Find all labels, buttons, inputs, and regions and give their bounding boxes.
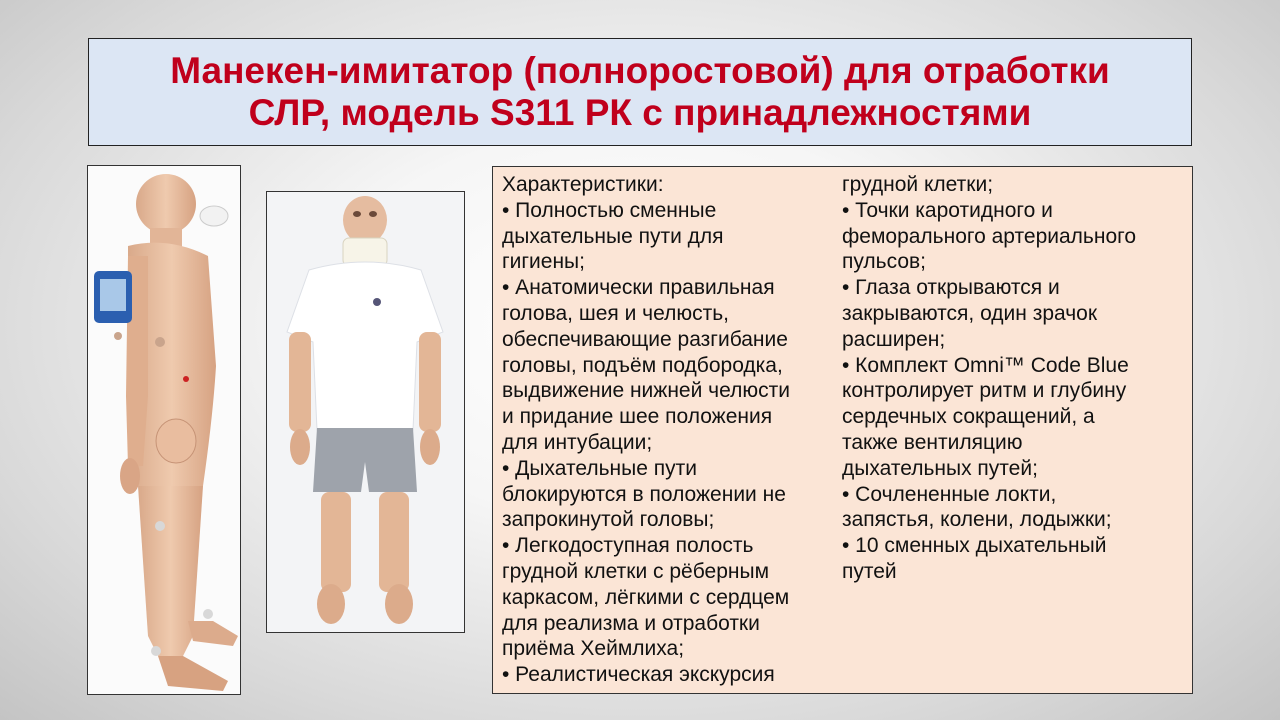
spec-line: приёма Хеймлиха; (502, 637, 685, 661)
spec-line: • Дыхательные пути (502, 456, 697, 480)
spec-line: обеспечивающие разгибание (502, 327, 788, 351)
spec-line: • Реалистическая экскурсия (502, 663, 775, 687)
spec-line: • Легкодоступная полость (502, 534, 754, 558)
spec-line: • Глаза открываются и (842, 276, 1060, 300)
spec-line: для интубации; (502, 430, 653, 454)
slide-title-line-2: СЛР, модель S311 РК с принадлежностями (248, 92, 1032, 133)
spec-line: сердечных сокращений, а (842, 405, 1095, 429)
spec-line: Характеристики: (502, 173, 664, 196)
spec-line: выдвижение нижней челюсти (502, 379, 790, 403)
spec-line: путей (842, 559, 897, 583)
spec-line: расширен; (842, 327, 946, 351)
spec-line: для реализма и отработки (502, 611, 760, 635)
specs-column-1 (502, 172, 842, 688)
slide-title-line-1: Манекен-имитатор (полноростовой) для отработки (170, 50, 1110, 91)
spec-line: грудной клетки с рёберным (502, 559, 770, 583)
spec-line: • 10 сменных дыхательный (842, 534, 1107, 558)
spec-line: пульсов; (842, 250, 927, 274)
spec-line: каркасом, лёгкими с сердцем (502, 585, 790, 609)
spec-line: • Точки каротидного и (842, 198, 1053, 222)
spec-line: • Сочлененные локти, (842, 482, 1057, 506)
spec-line: запястья, колени, лодыжки; (842, 508, 1112, 532)
spec-line: феморального артериального (842, 224, 1137, 248)
spec-line: и придание шее положения (502, 405, 773, 429)
spec-line: контролирует ритм и глубину (842, 379, 1127, 403)
spec-line: гигиены; (502, 250, 585, 274)
spec-line: • Анатомически правильная (502, 276, 775, 300)
spec-line: также вентиляцию (842, 430, 1023, 454)
spec-line: • Полностью сменные (502, 198, 717, 222)
spec-line: дыхательных путей; (842, 456, 1038, 480)
spec-line: головы, подъём подбородка, (502, 353, 783, 377)
spec-line: • Комплект Omni™ Code Blue (842, 353, 1129, 377)
specifications-box (492, 166, 1193, 694)
specs-column-2 (842, 172, 1187, 585)
spec-line: дыхательные пути для (502, 224, 724, 248)
spec-line: запрокинутой головы; (502, 508, 715, 532)
slide-title-box (88, 38, 1192, 146)
spec-line: голова, шея и челюсть, (502, 301, 729, 325)
manikin-side-photo (87, 165, 241, 695)
spec-line: грудной клетки; (842, 173, 994, 196)
manikin-tshirt-photo (266, 191, 465, 633)
spec-line: блокируются в положении не (502, 482, 786, 506)
spec-line: закрываются, один зрачок (842, 301, 1098, 325)
